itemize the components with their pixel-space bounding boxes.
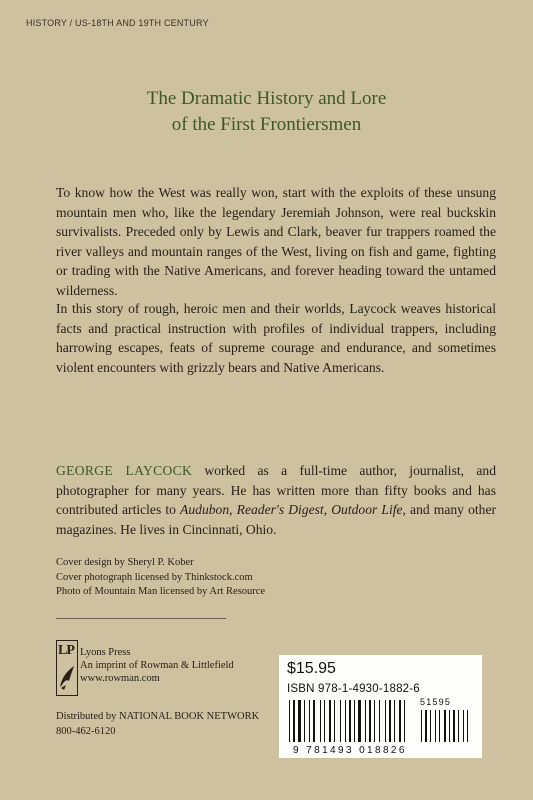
publisher-name: Lyons Press: [80, 647, 131, 658]
author-name: GEORGE LAYCOCK: [56, 463, 193, 478]
barcode-bar: [358, 700, 361, 742]
barcode-bar: [399, 700, 401, 742]
barcode-bar: [304, 700, 305, 742]
isbn: ISBN 978-1-4930-1882-6: [287, 683, 420, 695]
distribution-info: [56, 709, 259, 739]
author-bio-text-1: worked as a full-time author, journalist, and photographer for many years. He has written more than fifty books and has contributed articles to: [56, 463, 496, 518]
magazine-audubon: Audubon: [180, 502, 230, 518]
barcode-bar: [334, 700, 335, 742]
barcode-addon-bar: [463, 710, 464, 742]
barcode-bar: [354, 700, 355, 742]
magazine-outdoor-life: Outdoor Life: [331, 502, 403, 518]
barcode-bar: [374, 700, 375, 742]
leaping-fish-icon: [58, 663, 76, 691]
logo-letters: LP: [58, 643, 74, 658]
magazine-readers-digest: Reader's Digest: [236, 502, 324, 518]
headline: [0, 86, 533, 138]
barcode-addon-bar: [425, 710, 427, 742]
publisher-url: www.rowman.com: [80, 673, 160, 684]
barcode-bar: [389, 700, 391, 742]
distributor-line: Distributed by NATIONAL BOOK NETWORK: [56, 711, 260, 722]
category-label: HISTORY / US-18TH AND 19TH CENTURY: [26, 18, 209, 28]
author-bio-separator-1: ,: [229, 502, 237, 518]
author-bio: [56, 461, 496, 539]
barcode-addon-bar: [435, 710, 436, 742]
headline-line-1: The Dramatic History and Lore: [146, 88, 387, 109]
barcode-bar: [313, 700, 315, 742]
barcode-addon-bar: [453, 710, 455, 742]
barcode-addon-bar: [444, 710, 446, 742]
barcode-panel: [279, 655, 482, 758]
credit-cover-design: Cover design by Sheryl P. Kober: [56, 557, 194, 568]
barcode-addon-bar: [458, 710, 459, 742]
author-bio-text-2: , and many other magazines. He lives in Cincinnati, Ohio.: [56, 502, 497, 537]
author-bio-separator-2: ,: [323, 502, 332, 518]
credit-cover-photo: Cover photograph licensed by Thinkstock.com: [56, 571, 253, 583]
barcode-bar: [289, 700, 290, 742]
description-paragraph-2: In this story of rough, heroic men and their worlds, Laycock weaves historical facts and practical instruction with profiles of individual trappers, including harrowing escapes, feats of supreme courage and endurance, and sometimes violent encounters with grizzly bears and Native Americans.: [56, 301, 496, 375]
lyons-press-logo: [56, 640, 78, 696]
barcode-bar: [349, 700, 351, 742]
barcode-addon-digits: 51595: [420, 697, 452, 707]
barcode-bar: [345, 700, 346, 742]
headline-line-2: of the First Frontiersmen: [171, 114, 362, 135]
credit-mountain-man-photo: Photo of Mountain Man licensed by Art Resource: [56, 586, 266, 597]
credits: [56, 556, 265, 600]
description-paragraph-1: To know how the West was really won, start with the exploits of these unsung mountain men who, like the legendary Jeremiah Johnson, were real buckskin survivalists. Preceded only by Lewis and Clark, beaver fur trappers roamed the river valleys and mountain ranges of the West, living on fish and game, fighting or trading with the Native Americans, and forever heading toward the untamed wilderness.: [56, 185, 496, 298]
barcode-addon-bar: [430, 710, 431, 742]
barcode-bar: [324, 700, 325, 742]
barcode-bar: [298, 700, 301, 742]
publisher-info: [80, 646, 234, 685]
publisher-imprint: An imprint of Rowman & Littlefield: [80, 660, 234, 671]
barcode-bar: [329, 700, 331, 742]
barcode-bar: [293, 700, 295, 742]
barcode-bar: [379, 700, 380, 742]
barcode-bar: [309, 700, 310, 742]
barcode-bar: [404, 700, 405, 742]
barcode-bar: [320, 700, 321, 742]
barcode-addon-bar: [421, 710, 422, 742]
distributor-phone: 800-462-6120: [56, 726, 116, 737]
barcode-bar: [340, 700, 341, 742]
barcode-bar: [394, 700, 395, 742]
divider: [56, 618, 226, 619]
barcode-addon-bar: [449, 710, 450, 742]
barcode-addon-bar: [439, 710, 440, 742]
barcode-digits: 9 781493 018826: [293, 745, 407, 756]
barcode-bar: [385, 700, 386, 742]
barcode-addon-bar: [467, 710, 468, 742]
price: $15.95: [287, 660, 336, 677]
barcode-bar: [365, 700, 366, 742]
barcode-bar: [369, 700, 371, 742]
